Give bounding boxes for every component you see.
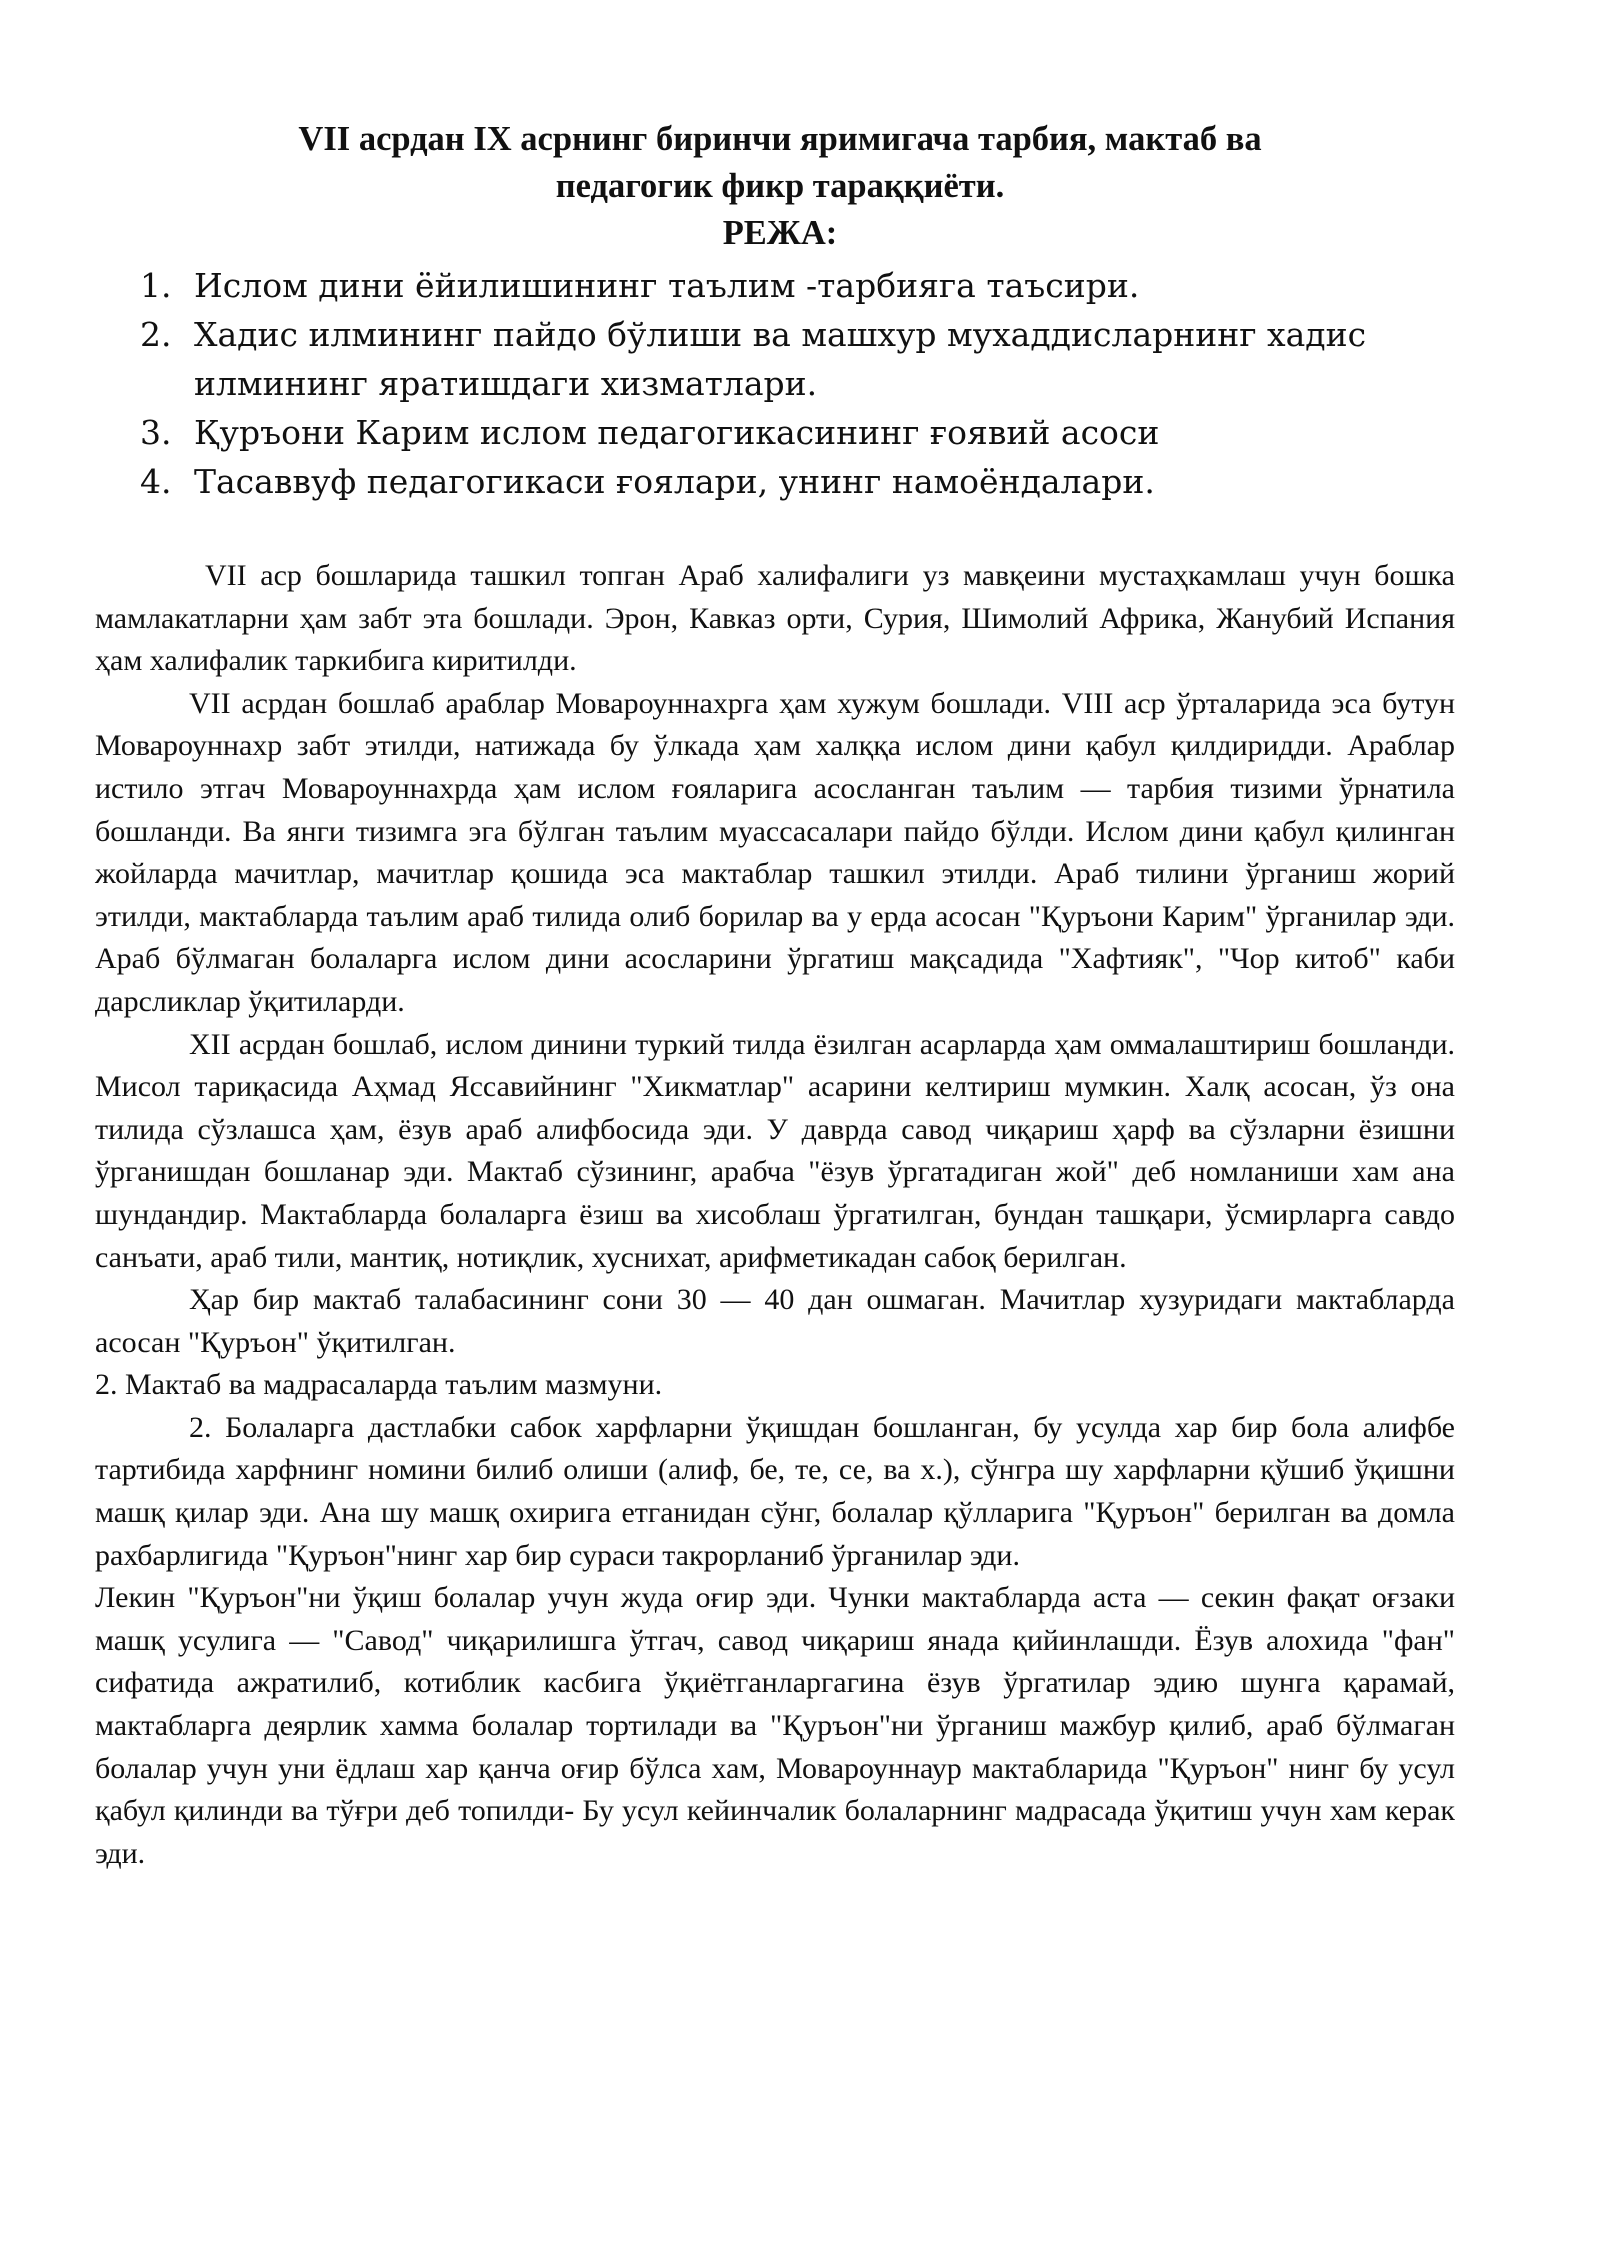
document-body	[95, 555, 1455, 1875]
body-paragraph: VII аср бошларида ташкил топган Араб халифалиги уз мавқеини мустаҳкамлаш учун бошка мамлакатларни ҳам забт эта бошлади. Эрон, Кавказ орти, Сурия, Шимолий Африка, Жанубий Испания ҳам халифалик таркибига киритилди.	[95, 559, 1455, 678]
title-line-2: педагогик фикр тараққиёти.	[555, 167, 1005, 205]
plan-item-text: Қуръони Карим ислом педагогикасининг ғоявий асоси	[194, 413, 1160, 452]
body-paragraph: XII асрдан бошлаб, ислом динини туркий тилда ёзилган асарларда ҳам оммалаштириш бошланди. Мисол тариқасида Аҳмад Яссавийнинг "Хикматлар" асарини келтириш мумкин. Халқ асосан, ўз она тилида сўзлашса ҳам, ёзув араб алифбосида эди. У даврда савод чиқариш ҳарф ва сўзларни ёзишни ўрганишдан бошланар эди. Мактаб сўзининг, арабча "ёзув ўргатадиган жой" деб номланиши хам ана шундандир. Мактабларда болаларга ёзиш ва хисоблаш ўргатилган, бундан ташқари, ўсмирларга савдо санъати, араб тили, мантиқ, нотиқлик, хуснихат, арифметикадан сабоқ берилган.	[95, 1027, 1455, 1274]
body-paragraph: VII асрдан бошлаб араблар Мовароуннахрга ҳам хужум бошлади. VIII аср ўрталарида эса бутун Мовароуннахр забт этилди, натижада бу ўлкада ҳам халққа ислом дини қабул қилдиридди. Араблар истило этгач Мовароуннахрда ҳам ислом ғояларига асосланган таълим — тарбия тизими ўрнатила бошланди. Ва янги тизимга эга бўлган таълим муассасалари пайдо бўлди. Ислом дини қабул қилинган жойларда мачитлар, мачитлар қошида эса мактаблар ташкил этилди. Араб тилини ўрганиш жорий этилди, мактабларда таълим араб тилида олиб борилар ва у ерда асосан "Қуръони Карим" ўрганилар эди. Араб бўлмаган болаларга ислом дини асосларини ўргатиш мақсадида "Хафтияк", "Чор китоб" каби дарсликлар ўқитиларди.	[95, 686, 1455, 1018]
plan-item	[140, 310, 1460, 408]
plan-item-number: 1.	[140, 266, 172, 305]
plan-list	[140, 261, 1460, 506]
body-paragraph: 2. Болаларга дастлабки сабок харфларни ўқишдан бошланган, бу усулда хар бир бола алифбе тартибида харфнинг номини билиб олиши (алиф, бе, те, се, ва х.), сўнгра шу харфларни қўшиб ўқишни машқ қилар эди. Ана шу машқ охирига етганидан сўнг, болалар қўлларига "Қуръон" берилган ва домла рахбарлигида "Қуръон"нинг хар бир сураси такрорланиб ўрганилар эди.	[95, 1410, 1455, 1572]
plan-item-text: Тасаввуф педагогикаси ғоялари, унинг намоёндалари.	[194, 462, 1155, 501]
plan-item-number: 2.	[140, 315, 172, 354]
plan-item-number: 4.	[140, 462, 172, 501]
body-paragraph: Ҳар бир мактаб талабасининг сони 30 — 40 дан ошмаган. Мачитлар хузуридаги мактабларда асосан "Қуръон" ўқитилган.	[95, 1283, 1455, 1359]
plan-item-number: 3.	[140, 413, 172, 452]
plan-heading: РЕЖА:	[722, 214, 838, 252]
title-line-1: VII асрдан IX асрнинг биринчи яримигача тарбия, мактаб ва	[298, 120, 1262, 158]
plan-item	[140, 261, 1460, 310]
plan-item	[140, 408, 1460, 457]
plan-item	[140, 457, 1460, 506]
section-heading: 2. Мактаб ва мадрасаларда таълим мазмуни.	[95, 1368, 663, 1402]
body-paragraph: Лекин "Қуръон"ни ўқиш болалар учун жуда оғир эди. Чунки мактабларда аста — секин фақат оғзаки машқ усулига — "Савод" чиқарилишга ўтгач, савод чиқариш янада қийинлашди. Ёзув алохида "фан" сифатида ажратилиб, котиблик касбига ўқиётганларгагина ёзув ўргатилар эдию шунга қарамай, мактабларга деярлик хамма болалар тортилади ва "Қуръон"ни ўрганиш мажбур қилиб, араб бўлмаган болалар учун уни ёдлаш хар қанча оғир бўлса хам, Мовароуннаур мактабларида "Қуръон" нинг бу усул қабул қилинди ва тўғри деб топилди- Бу усул кейинчалик болаларнинг мадрасада ўқитиш учун хам керак эди.	[95, 1581, 1455, 1870]
plan-item-text: Ислом дини ёйилишининг таълим -тарбияга таъсири.	[194, 266, 1140, 305]
plan-item-text: Хадис илмининг пайдо бўлиши ва машхур мухаддисларнинг хадис илмининг яратишдаги хизматлари.	[194, 315, 1367, 403]
document-title	[160, 116, 1400, 257]
